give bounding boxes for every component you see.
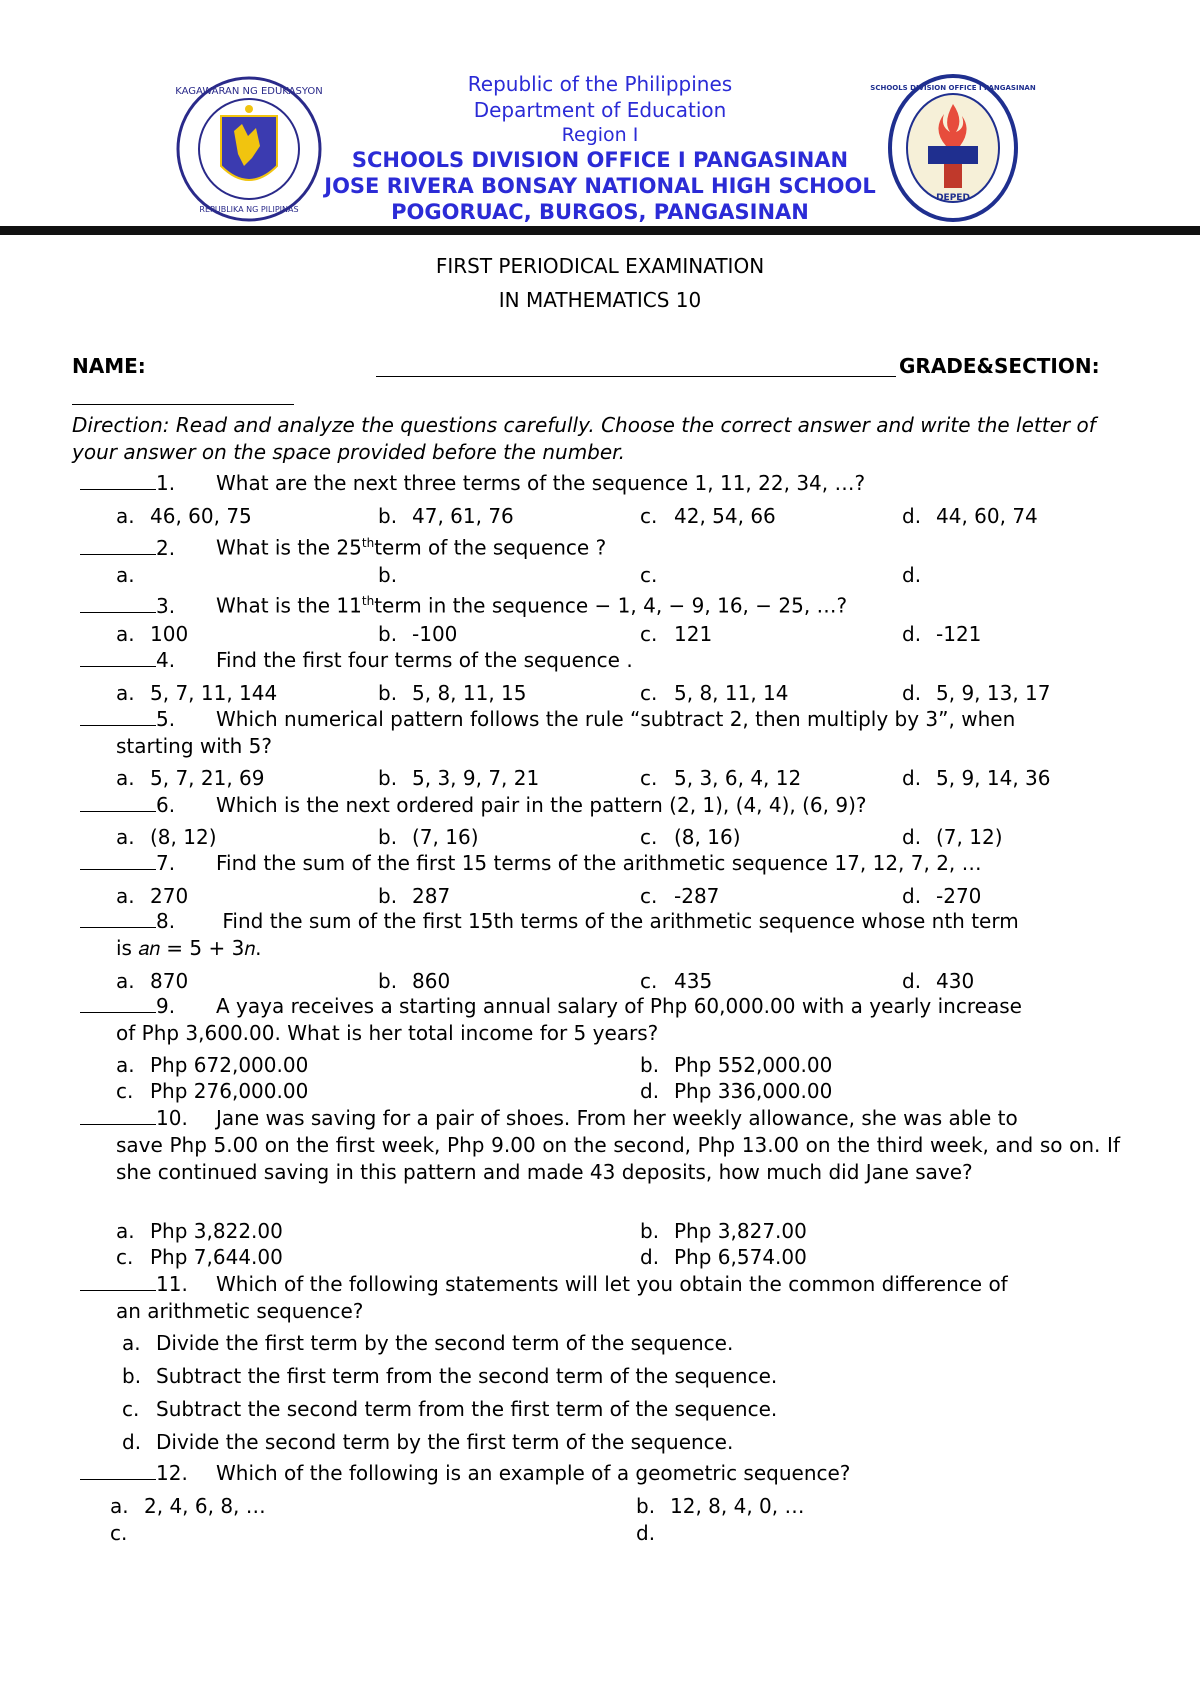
exam-subject: IN MATHEMATICS 10	[498, 288, 702, 312]
name-label: NAME:	[72, 354, 146, 378]
answer-blank[interactable]	[80, 536, 156, 555]
division-seal-logo	[870, 74, 1036, 222]
svg-text:KAGAWARAN NG EDUKASYON: KAGAWARAN NG EDUKASYON	[175, 86, 323, 97]
answer-blank[interactable]	[80, 707, 156, 726]
option-b: b. Php 552,000.00	[640, 1053, 833, 1077]
option-a: a. 5, 7, 11, 144	[116, 681, 278, 705]
option-a: a. 5, 7, 21, 69	[116, 766, 265, 790]
option-c: c. 42, 54, 66	[640, 504, 776, 528]
option-d: d. Php 6,574.00	[640, 1245, 807, 1269]
header-region: Region I	[561, 124, 639, 146]
option-a: a. 870	[116, 969, 189, 993]
directions: Direction: Read and analyze the questions carefully. Choose the correct answer and write the letter of your answer on the space provided before the number.	[72, 413, 1096, 464]
header-school-name: JOSE RIVERA BONSAY NATIONAL HIGH SCHOOL	[324, 174, 876, 198]
option-d: d. Php 336,000.00	[640, 1079, 833, 1103]
option-c: c. Php 276,000.00	[116, 1079, 309, 1103]
option-d: d.	[902, 563, 922, 587]
option-a: a. 100	[116, 622, 189, 646]
option-b: b.	[378, 563, 398, 587]
option-d: d. 430	[902, 969, 975, 993]
grade-section-field[interactable]	[72, 404, 294, 405]
option-d: d. 5, 9, 13, 17	[902, 681, 1051, 705]
exam-title: FIRST PERIODICAL EXAMINATION	[435, 254, 765, 278]
option-a: a. 2, 4, 6, 8, …	[110, 1494, 266, 1518]
question-11: 11. Which of the following statements will let you obtain the common difference of an arithmetic sequence?	[80, 1271, 1120, 1325]
svg-text:DEPED: DEPED	[936, 193, 970, 203]
grade-section-label: GRADE&SECTION:	[899, 354, 1100, 378]
question-1: 1. What are the next three terms of the sequence 1, 11, 22, 34, …?	[80, 470, 1120, 497]
option-b: b. 5, 8, 11, 15	[378, 681, 527, 705]
option-b: b. 5, 3, 9, 7, 21	[378, 766, 540, 790]
option-d: d. 44, 60, 74	[902, 504, 1038, 528]
option-a: a. 270	[116, 884, 189, 908]
option-b: b. (7, 16)	[378, 825, 479, 849]
option-c: c. (8, 16)	[640, 825, 741, 849]
question-12: 12. Which of the following is an example of a geometric sequence?	[80, 1460, 1120, 1487]
option-d: d.	[636, 1521, 656, 1545]
question-4: 4. Find the first four terms of the sequence .	[80, 647, 1120, 674]
option-c: c.	[110, 1521, 128, 1545]
svg-text:SCHOOLS DIVISION OFFICE I PANG: SCHOOLS DIVISION OFFICE I PANGASINAN	[870, 84, 1036, 92]
question-2: 2. What is the 25thterm of the sequence ?	[80, 530, 1120, 562]
name-field[interactable]	[376, 376, 896, 377]
option-a: a.	[116, 563, 135, 587]
option-a: a. 46, 60, 75	[116, 504, 252, 528]
answer-blank[interactable]	[80, 648, 156, 667]
question-7: 7. Find the sum of the first 15 terms of the arithmetic sequence 17, 12, 7, 2, …	[80, 850, 1120, 877]
school-header	[0, 0, 1200, 240]
option-b: b. 12, 8, 4, 0, …	[636, 1494, 805, 1518]
answer-blank[interactable]	[80, 793, 156, 812]
answer-blank[interactable]	[80, 1461, 156, 1480]
option-d: d. Divide the second term by the first term of the sequence.	[122, 1430, 734, 1454]
option-b: b. 287	[378, 884, 451, 908]
option-c: c. Php 7,644.00	[116, 1245, 283, 1269]
option-b: b. Subtract the first term from the second term of the sequence.	[122, 1364, 778, 1388]
option-d: d. 5, 9, 14, 36	[902, 766, 1051, 790]
option-a: a. (8, 12)	[116, 825, 217, 849]
option-a: a. Divide the first term by the second term of the sequence.	[122, 1331, 734, 1355]
option-c: c. -287	[640, 884, 720, 908]
header-divider	[0, 226, 1200, 235]
question-text: What are the next three terms of the sequence 1, 11, 22, 34, …?	[216, 471, 866, 495]
answer-blank[interactable]	[80, 909, 156, 928]
question-8: 8. Find the sum of the first 15th terms of the arithmetic sequence whose nth term is 𝑎𝑛 = 5 + 3𝑛.	[80, 908, 1120, 962]
option-b: b. -100	[378, 622, 458, 646]
option-a: a. Php 3,822.00	[116, 1219, 283, 1243]
option-c: c. 121	[640, 622, 713, 646]
question-3: 3. What is the 11thterm in the sequence − 1, 4, − 9, 16, − 25, …?	[80, 588, 1120, 620]
answer-blank[interactable]	[80, 994, 156, 1013]
option-b: b. 47, 61, 76	[378, 504, 514, 528]
question-9: 9. A yaya receives a starting annual salary of Php 60,000.00 with a yearly increase of Php 3,600.00. What is her total income for 5 years?	[80, 993, 1120, 1047]
option-b: b. 860	[378, 969, 451, 993]
answer-blank[interactable]	[80, 851, 156, 870]
option-c: c. Subtract the second term from the first term of the sequence.	[122, 1397, 778, 1421]
answer-blank[interactable]	[80, 471, 156, 490]
option-d: d. -270	[902, 884, 982, 908]
option-c: c. 435	[640, 969, 713, 993]
question-6: 6. Which is the next ordered pair in the pattern (2, 1), (4, 4), (6, 9)?	[80, 792, 1120, 819]
answer-blank[interactable]	[80, 594, 156, 613]
answer-blank[interactable]	[80, 1272, 156, 1291]
answer-blank[interactable]	[80, 1106, 156, 1125]
option-d: d. (7, 12)	[902, 825, 1003, 849]
header-address: POGORUAC, BURGOS, PANGASINAN	[391, 200, 809, 224]
question-10: 10. Jane was saving for a pair of shoes. From her weekly allowance, she was able to save Php 5.00 on the first week, Php 9.00 on the second, Php 13.00 on the third week, and so on. If she continued saving in this pattern and made 43 deposits, how much did Jane save?	[80, 1105, 1120, 1186]
header-division: SCHOOLS DIVISION OFFICE I PANGASINAN	[351, 148, 849, 172]
header-department: Department of Education	[473, 98, 727, 122]
header-republic: Republic of the Philippines	[467, 72, 733, 96]
option-b: b. Php 3,827.00	[640, 1219, 807, 1243]
svg-text:REPUBLIKA NG PILIPINAS: REPUBLIKA NG PILIPINAS	[199, 205, 299, 214]
option-a: a. Php 672,000.00	[116, 1053, 309, 1077]
option-d: d. -121	[902, 622, 982, 646]
option-c: c.	[640, 563, 658, 587]
option-c: c. 5, 8, 11, 14	[640, 681, 789, 705]
option-c: c. 5, 3, 6, 4, 12	[640, 766, 802, 790]
question-5: 5. Which numerical pattern follows the rule “subtract 2, then multiply by 3”, when starting with 5?	[80, 706, 1120, 760]
